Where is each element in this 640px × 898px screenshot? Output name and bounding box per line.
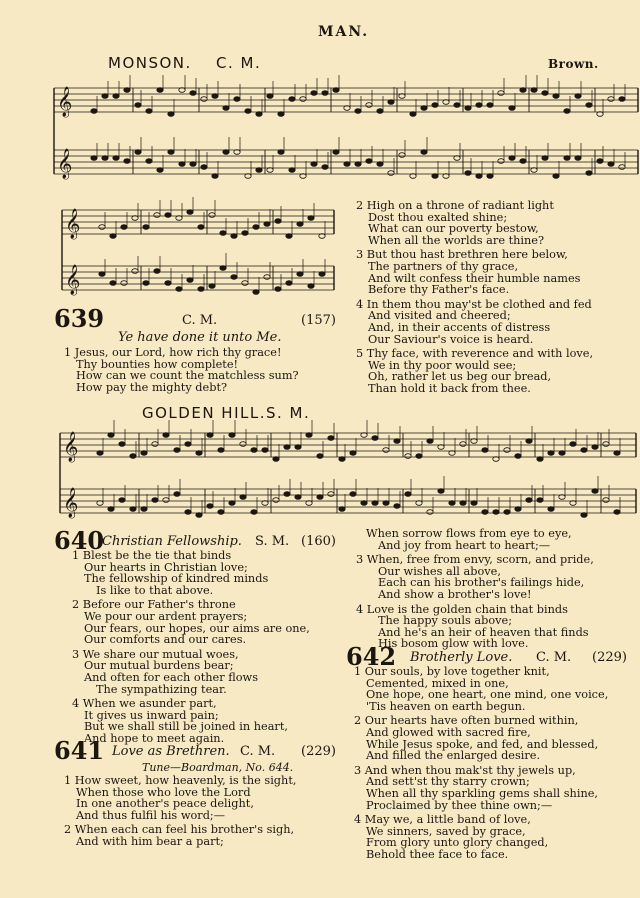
verse-line: The sympathizing tear.: [96, 682, 227, 696]
hymn-640-verses: [72, 550, 310, 745]
staff-golden-hill-bass: [63, 476, 620, 519]
hymn-641-tune: Tune—Boardman, No. 644.: [142, 761, 294, 774]
verse-line: When those who love the Lord: [76, 785, 251, 799]
verse-line: 1 Jesus, our Lord, how rich thy grace!: [64, 346, 282, 359]
verse-line: 2 Before our Father's throne: [72, 598, 236, 612]
verse-line: His bosom glow with love.: [378, 637, 529, 651]
verse-line: The happy souls above;: [378, 614, 513, 628]
verse-line: 1 Blest be the tie that binds: [72, 549, 232, 562]
hymn-ref-639: (157): [301, 313, 336, 328]
verse-line: 'Tis heaven on earth begun.: [366, 699, 526, 713]
verse-line: Dost thou exalted shine;: [368, 210, 508, 224]
hymn-ref-641: (229): [301, 744, 336, 759]
verse-line: The fellowship of kindred minds: [84, 572, 269, 586]
verse-line: Our fears, our hopes, our aims are one,: [84, 621, 310, 635]
hymn-number-639: 639: [54, 304, 105, 333]
verse-line: 4 When we asunder part,: [72, 697, 217, 711]
verse-line: And visited and cheered;: [368, 309, 511, 323]
verse-line: How can we count the matchless sum?: [76, 369, 299, 383]
staff-monson-bass-2: [65, 253, 325, 296]
hymn-642-verses: [354, 666, 608, 861]
verse-line: And thus fulfil his word;—: [76, 808, 226, 822]
verse-line: Is like to that above.: [96, 583, 214, 597]
page-header: MAN.: [318, 24, 370, 40]
verse-line: In one another's peace delight,: [76, 797, 254, 811]
verse-line: And wilt confess their humble names: [368, 271, 581, 285]
hymn-meter-640: S. M.: [255, 534, 290, 549]
hymn-title-642: Brotherly Love.: [410, 650, 513, 665]
svg-text:𝄞: 𝄞: [63, 432, 79, 462]
hymn-639-verses-2-5: [356, 200, 593, 395]
hymn-ref-640: (160): [301, 534, 336, 549]
verse-line: It gives us inward pain;: [84, 708, 219, 722]
staff-golden-hill-treble: [63, 420, 620, 463]
svg-text:𝄞: 𝄞: [65, 209, 81, 239]
staff-monson-treble-1: [57, 75, 625, 118]
verse-line: Cemented, mixed in one,: [366, 676, 509, 690]
hymn-meter-639: C. M.: [182, 313, 218, 328]
verse-line: 3 When, free from envy, scorn, and pride,: [356, 553, 594, 567]
hymn-number-640: 640: [54, 526, 105, 555]
svg-text:𝄞: 𝄞: [65, 265, 81, 295]
verse-line: 1 How sweet, how heavenly, is the sight,: [64, 774, 297, 787]
verse-line: 3 And when thou mak'st thy jewels up,: [354, 763, 576, 777]
verse-line: 2 When each can feel his brother's sigh,: [64, 823, 295, 837]
hymn-number-642: 642: [346, 642, 397, 671]
verse-line: Our mutual burdens bear;: [84, 659, 234, 673]
verse-line: And, in their accents of distress: [368, 320, 551, 334]
tune-title-monson: MONSON.: [108, 54, 192, 72]
verse-line: And hope to meet again.: [84, 731, 225, 745]
verse-line: 3 But thou hast brethren here below,: [356, 248, 568, 262]
verse-line: Behold thee face to face.: [366, 847, 509, 861]
verse-line: And he's an heir of heaven that finds: [378, 625, 589, 639]
verse-line: 1 Our souls, by love together knit,: [354, 665, 550, 678]
tune-composer-monson: Brown.: [548, 57, 599, 71]
staff-monson-bass-1: [57, 137, 625, 180]
verse-line: When all thy sparkling gems shall shine,: [366, 786, 598, 800]
verse-line: And glowed with sacred fire,: [366, 725, 531, 739]
tune-meter-monson: C. M.: [216, 54, 262, 72]
verse-line: Oh, rather let us beg our bread,: [368, 370, 552, 384]
verse-line: And show a brother's love!: [378, 587, 532, 601]
verse-line: Our wishes all above,: [378, 564, 501, 578]
hymn-subtitle-639: Ye have done it unto Me.: [118, 330, 282, 345]
verse-line: 2 Our hearts have often burned within,: [354, 714, 579, 728]
svg-text:𝄞: 𝄞: [57, 149, 73, 179]
verse-line: And often for each other flows: [84, 670, 259, 684]
svg-text:𝄞: 𝄞: [63, 488, 79, 518]
verse-line: 4 Love is the golden chain that binds: [356, 602, 568, 616]
hymn-meter-642: C. M.: [536, 650, 572, 665]
verse-line: Each can his brother's failings hide,: [378, 576, 585, 590]
hymn-title-641: Love as Brethren.: [112, 744, 230, 759]
staff-monson-treble-2: [65, 197, 325, 240]
verse-line: From glory unto glory changed,: [366, 836, 549, 850]
verse-line: Than hold it back from thee.: [368, 381, 531, 395]
verse-line: 3 We share our mutual woes,: [72, 647, 239, 661]
verse-line: Our hearts in Christian love;: [84, 560, 248, 574]
tune-title-golden-hill: GOLDEN HILL.: [142, 404, 266, 422]
hymn-title-640: Christian Fellowship.: [102, 534, 242, 549]
hymn-639-verse-1: [64, 347, 299, 393]
hymn-641-verses-cont: [356, 527, 594, 651]
verse-line: When all the worlds are thine?: [368, 233, 545, 247]
verse-line: We in thy poor would see;: [368, 358, 517, 372]
verse-line: Proclaimed by thee thine own;—: [366, 798, 553, 812]
verse-line: 4 May we, a little band of love,: [354, 813, 531, 827]
verse-line: While Jesus spoke, and fed, and blessed,: [366, 737, 599, 751]
verse-line: Our Saviour's voice is heard.: [368, 332, 534, 346]
verse-line: We pour our ardent prayers;: [84, 609, 248, 623]
hymn-ref-642: (229): [592, 650, 627, 665]
verse-line: Thy bounties how complete!: [76, 357, 239, 371]
verse-line: And with him bear a part;: [76, 834, 224, 848]
verse-line: The partners of thy grace,: [368, 259, 519, 273]
verse-line: Before thy Father's face.: [368, 283, 510, 297]
hymn-meter-641: C. M.: [240, 744, 276, 759]
verse-line: And sett'st thy starry crown;: [366, 775, 530, 789]
verse-line: What can our poverty bestow,: [368, 222, 539, 236]
verse-line: 4 In them thou may'st be clothed and fed: [356, 297, 592, 311]
verse-line: One hope, one heart, one mind, one voice,: [366, 688, 609, 702]
hymn-641-verses: [64, 775, 296, 848]
verse-line: When sorrow flows from eye to eye,: [366, 527, 572, 540]
tune-meter-golden-hill: S. M.: [266, 404, 311, 422]
hymn-number-641: 641: [54, 736, 105, 765]
verse-line: But we shall still be joined in heart,: [84, 720, 288, 734]
verse-line: How pay the mighty debt?: [76, 380, 228, 394]
verse-line: 5 Thy face, with reverence and with love,: [356, 347, 594, 361]
verse-line: And joy from heart to heart;—: [378, 538, 551, 552]
verse-line: Our comforts and our cares.: [84, 633, 247, 647]
verse-line: We sinners, saved by grace,: [366, 824, 526, 838]
verse-line: 2 High on a throne of radiant light: [356, 199, 554, 212]
svg-text:𝄞: 𝄞: [57, 87, 73, 117]
verse-line: And filled the enlarged desire.: [366, 749, 541, 763]
